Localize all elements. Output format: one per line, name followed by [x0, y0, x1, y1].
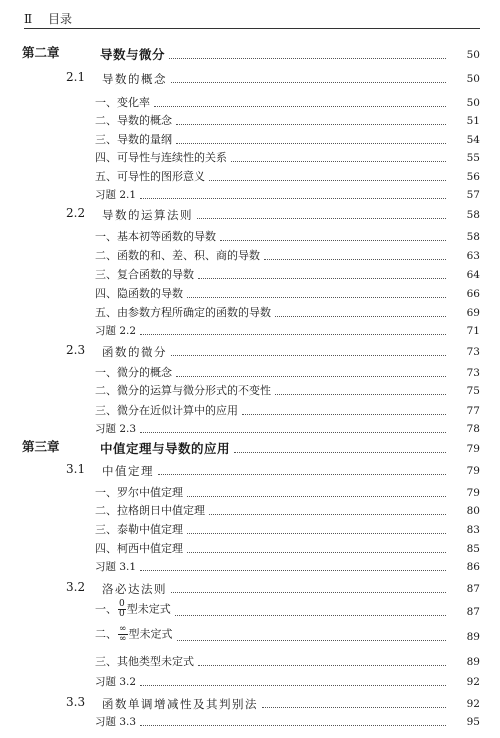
toc-exercise-row[interactable] [0, 711, 500, 729]
dot-leader [220, 240, 446, 241]
toc-page-number: 87 [466, 583, 480, 595]
toc-item-row[interactable] [0, 651, 500, 669]
toc-number: 2.1 [66, 70, 86, 84]
toc-page-number: 92 [466, 698, 480, 710]
toc-item-row[interactable] [0, 166, 500, 184]
toc-title: 三、泰勒中值定理 [95, 523, 183, 536]
toc-page-number: 63 [466, 250, 480, 262]
toc-item-row[interactable] [0, 302, 500, 320]
dot-leader [171, 592, 446, 593]
toc-page-number: 77 [466, 405, 480, 417]
dot-leader [169, 58, 446, 59]
toc-title [95, 600, 171, 619]
toc-page-number: 57 [466, 189, 480, 201]
toc-number: 3.2 [66, 580, 86, 594]
toc-title: 一、基本初等函数的导数 [95, 230, 216, 243]
dot-leader [242, 414, 446, 415]
toc-chapter-row[interactable] [0, 44, 500, 62]
toc-page-number: 87 [466, 606, 480, 618]
dot-leader [198, 665, 446, 666]
toc-exercise-row[interactable] [0, 556, 500, 574]
dot-leader [176, 124, 446, 125]
toc-item-row[interactable] [0, 380, 500, 398]
dot-leader [177, 640, 447, 641]
toc-title: 三、复合函数的导数 [95, 268, 194, 281]
dot-leader [275, 394, 446, 395]
toc-number: 2.3 [66, 343, 86, 357]
toc-title: 习题 3.2 [95, 676, 137, 688]
toc-title: 五、可导性的图形意义 [95, 170, 205, 183]
toc-page-number: 75 [466, 385, 480, 397]
dot-leader [140, 334, 446, 335]
toc-page-number: 89 [466, 656, 480, 668]
dot-leader [198, 278, 446, 279]
toc-page-number: 71 [466, 325, 480, 337]
toc-item-row[interactable] [0, 264, 500, 282]
toc-page-number: 83 [466, 524, 480, 536]
dot-leader [187, 297, 446, 298]
toc-number: 第三章 [22, 439, 60, 454]
toc-section-row[interactable] [0, 204, 500, 222]
fraction-numerator: ∞ [119, 624, 127, 634]
toc-title: 导数的运算法则 [102, 208, 193, 222]
toc-page-number: 58 [466, 231, 480, 243]
fraction-numerator: 0 [119, 599, 125, 609]
toc-page-number: 79 [466, 465, 480, 477]
toc-frac-row[interactable] [0, 601, 500, 619]
toc-page-number: 54 [466, 134, 480, 146]
toc-exercise-row[interactable] [0, 184, 500, 202]
dot-leader [262, 707, 446, 708]
toc-title: 一、变化率 [95, 96, 150, 109]
toc-title: 洛必达法则 [102, 582, 167, 596]
toc-number: 3.1 [66, 462, 86, 476]
toc-page-number: 85 [466, 543, 480, 555]
toc-page-number: 73 [466, 346, 480, 358]
toc-page-number: 56 [466, 171, 480, 183]
toc-page-number: 79 [466, 443, 480, 455]
toc-item-row[interactable] [0, 283, 500, 301]
dot-leader [264, 259, 446, 260]
toc-title: 中值定理与导数的应用 [100, 441, 231, 456]
dot-leader [197, 218, 446, 219]
indeterminate-form-fraction [118, 625, 128, 644]
toc-page-number: 78 [466, 423, 480, 435]
toc-section-row[interactable] [0, 341, 500, 359]
dot-leader [140, 432, 446, 433]
dot-leader [140, 570, 446, 571]
header-title: 目录 [47, 12, 72, 26]
toc-page-number: 66 [466, 288, 480, 300]
dot-leader [176, 376, 446, 377]
toc-item-row[interactable] [0, 362, 500, 380]
toc-page-number: 86 [466, 561, 480, 573]
toc-title-suffix: 型未定式 [126, 602, 171, 616]
toc-title: 三、导数的量纲 [95, 133, 172, 146]
toc-number: 3.3 [66, 695, 86, 709]
dot-leader [209, 180, 446, 181]
toc-title: 三、微分在近似计算中的应用 [95, 404, 238, 417]
toc-exercise-row[interactable] [0, 320, 500, 338]
toc-title: 四、隐函数的导数 [95, 287, 183, 300]
toc-item-row[interactable] [0, 500, 500, 518]
toc-page-number: 50 [466, 49, 480, 61]
toc-title: 导数的概念 [102, 72, 167, 86]
toc-number: 第二章 [22, 45, 60, 60]
dot-leader [140, 725, 446, 726]
toc-exercise-row[interactable] [0, 418, 500, 436]
fraction-denominator: 0 [119, 609, 125, 619]
toc-item-row[interactable] [0, 110, 500, 128]
toc-title: 五、由参数方程所确定的函数的导数 [95, 306, 271, 319]
toc-page-number: 92 [466, 676, 480, 688]
dot-leader [171, 82, 446, 83]
dot-leader [175, 615, 446, 616]
toc-page-number: 64 [466, 269, 480, 281]
toc-title: 习题 2.3 [95, 423, 137, 435]
toc-title: 一、微分的概念 [95, 366, 172, 379]
toc-title: 习题 3.3 [95, 716, 137, 728]
toc-page-number: 89 [466, 631, 480, 643]
toc-item-row[interactable] [0, 519, 500, 537]
dot-leader [234, 452, 446, 453]
toc-page-number: 50 [466, 73, 480, 85]
toc-page-number: 50 [466, 97, 480, 109]
dot-leader [275, 316, 446, 317]
toc-section-row[interactable] [0, 68, 500, 86]
toc-title-prefix: 一、 [95, 602, 117, 616]
dot-leader [231, 161, 446, 162]
toc-item-row[interactable] [0, 226, 500, 244]
running-header [24, 10, 480, 29]
toc-item-row[interactable] [0, 245, 500, 263]
toc-title: 三、其他类型未定式 [95, 655, 194, 668]
toc-item-row[interactable] [0, 129, 500, 147]
toc-page-number: 69 [466, 307, 480, 319]
toc-title: 二、函数的和、差、积、商的导数 [95, 249, 260, 262]
toc-number: 2.2 [66, 206, 86, 220]
toc-title: 中值定理 [102, 464, 154, 478]
toc-title: 导数与微分 [100, 47, 166, 62]
toc-title-prefix: 二、 [95, 627, 117, 641]
toc-section-row[interactable] [0, 460, 500, 478]
toc-page-number: 95 [466, 716, 480, 728]
dot-leader [154, 106, 446, 107]
toc-section-row[interactable] [0, 578, 500, 596]
fraction-denominator: ∞ [119, 634, 127, 644]
toc-title: 一、罗尔中值定理 [95, 486, 183, 499]
page-roman-numeral: Ⅱ [24, 12, 33, 26]
toc-page-number: 58 [466, 209, 480, 221]
dot-leader [209, 514, 446, 515]
toc-page-number: 80 [466, 505, 480, 517]
toc-page-number: 55 [466, 152, 480, 164]
toc-page-number: 73 [466, 367, 480, 379]
toc-title-suffix: 型未定式 [128, 627, 173, 641]
toc-item-row[interactable] [0, 92, 500, 110]
toc-item-row[interactable] [0, 482, 500, 500]
toc-title: 习题 3.1 [95, 561, 137, 573]
dot-leader [187, 496, 446, 497]
toc-title: 二、微分的运算与微分形式的不变性 [95, 384, 271, 397]
toc-chapter-row[interactable] [0, 438, 500, 456]
dot-leader [187, 552, 446, 553]
toc-item-row[interactable] [0, 400, 500, 418]
toc-title: 习题 2.2 [95, 325, 137, 337]
toc-section-row[interactable] [0, 693, 500, 711]
toc-title: 二、拉格朗日中值定理 [95, 504, 205, 517]
toc-page-number: 51 [466, 115, 480, 127]
toc-title: 二、导数的概念 [95, 114, 172, 127]
toc-item-row[interactable] [0, 147, 500, 165]
dot-leader [140, 685, 446, 686]
dot-leader [187, 533, 446, 534]
toc-title: 四、柯西中值定理 [95, 542, 183, 555]
indeterminate-form-fraction [118, 600, 126, 619]
toc-title: 习题 2.1 [95, 189, 137, 201]
dot-leader [158, 474, 446, 475]
toc-title [95, 625, 173, 644]
dot-leader [171, 355, 446, 356]
toc-item-row[interactable] [0, 538, 500, 556]
toc-title: 四、可导性与连续性的关系 [95, 151, 227, 164]
dot-leader [176, 143, 446, 144]
toc-title: 函数单调增减性及其判别法 [102, 697, 258, 711]
toc-page-number: 79 [466, 487, 480, 499]
toc-exercise-row[interactable] [0, 671, 500, 689]
dot-leader [140, 198, 446, 199]
toc-title: 函数的微分 [102, 345, 167, 359]
toc-frac-row[interactable] [0, 626, 500, 644]
